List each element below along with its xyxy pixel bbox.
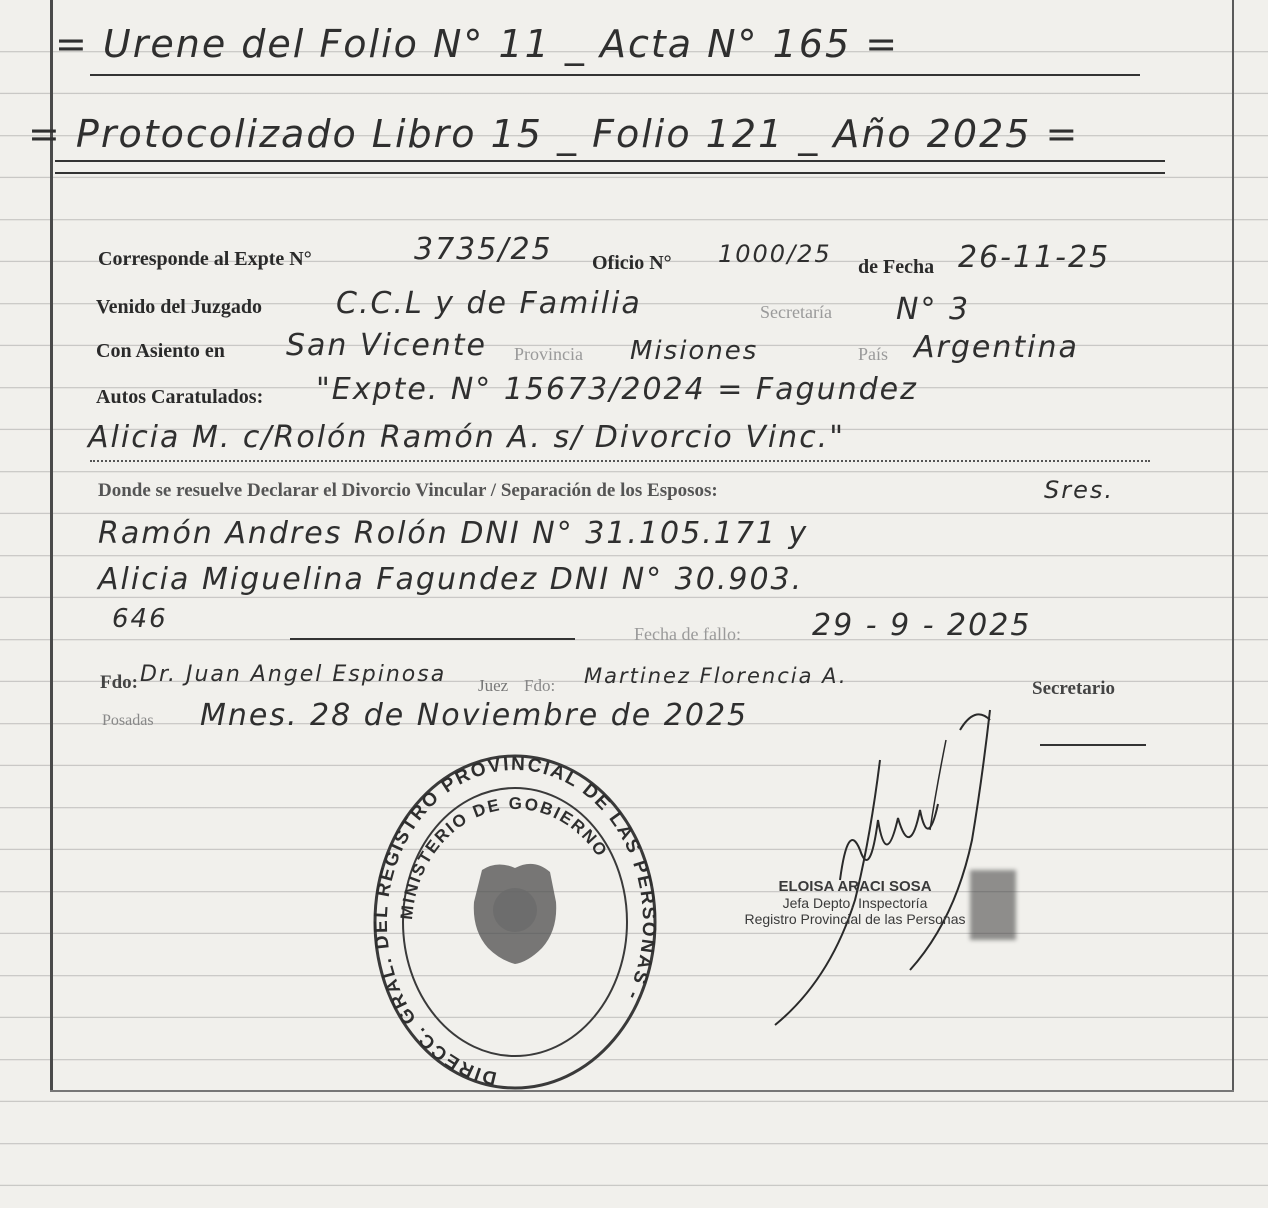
header-line-2: = Protocolizado Libro 15 _ Folio 121 _ Año 2025 = (28, 112, 1080, 156)
esposo-line: Ramón Andres Rolón DNI N° 31.105.171 y (98, 516, 809, 551)
signature-block (690, 878, 1020, 927)
autos-value-line-2: Alicia M. c/Rolón Ramón A. s/ Divorcio Vinc." (88, 420, 846, 455)
header-underline-1 (90, 74, 1140, 76)
coat-of-arms-icon (474, 864, 556, 964)
header-underline-3 (55, 172, 1165, 174)
donde-label: Donde se resuelve Declarar el Divorcio Vincular / Separación de los Esposos: (98, 480, 718, 501)
pais-value: Argentina (914, 330, 1079, 365)
secretaria-value: N° 3 (896, 292, 971, 327)
header-underline-2 (55, 160, 1165, 162)
dotted-line (90, 460, 1150, 462)
venido-value: C.C.L y de Familia (336, 286, 642, 321)
secretario-label: Secretario (1032, 678, 1115, 699)
fdo-label: Fdo: (100, 672, 138, 693)
fecha-value: 26-11-25 (958, 240, 1111, 275)
signer-name: ELOISA ARACI SOSA (778, 878, 932, 895)
esposa-line: Alicia Miguelina Fagundez DNI N° 30.903. (98, 562, 804, 597)
page-left-border (50, 0, 53, 1092)
fecha-label: de Fecha (858, 256, 935, 278)
stamp-outer-text: DIRECC. GRAL. DEL REGISTRO PROVINCIAL DE LAS PERSONAS - (372, 753, 658, 1089)
esposa-line-cont: 646 (112, 604, 168, 634)
oficio-value: 1000/25 (718, 240, 832, 268)
oficio-label: Oficio N° (592, 252, 672, 274)
page-right-border (1232, 0, 1234, 1092)
signer-title: Jefa Depto. Inspectoría (782, 895, 928, 911)
fdo-secretario-value: Martinez Florencia A. (584, 664, 848, 688)
autos-value-line-1: "Expte. N° 15673/2024 = Fagundez (316, 372, 918, 407)
pais-label: País (858, 344, 889, 364)
asiento-value: San Vicente (286, 328, 488, 363)
posadas-label: Posadas (102, 712, 154, 729)
blank-line (290, 638, 575, 640)
provincia-label: Provincia (514, 344, 583, 364)
donde-value: Sres. (1044, 476, 1114, 504)
venido-label: Venido del Juzgado (96, 296, 262, 318)
fallo-label: Fecha de fallo: (634, 624, 741, 644)
fdo2-label: Fdo: (524, 676, 556, 695)
official-stamp (372, 752, 658, 1092)
corresponde-label: Corresponde al Expte N° (98, 248, 312, 270)
signer-office: Registro Provincial de las Personas (744, 911, 966, 927)
fdo-juez-value: Dr. Juan Angel Espinosa (140, 662, 447, 687)
fallo-value: 29 - 9 - 2025 (812, 608, 1032, 643)
stamp-inner-text: MINISTERIO DE GOBIERNO (397, 793, 612, 921)
posadas-value: Mnes. 28 de Noviembre de 2025 (200, 698, 749, 733)
provincia-value: Misiones (630, 336, 759, 366)
end-line (1040, 744, 1146, 746)
autos-label: Autos Caratulados: (96, 386, 264, 408)
asiento-label: Con Asiento en (96, 340, 225, 362)
juez-label: Juez (478, 676, 509, 695)
secretaria-label: Secretaría (760, 302, 832, 322)
corresponde-value: 3735/25 (414, 232, 553, 267)
header-line-1: = Urene del Folio N° 11 _ Acta N° 165 = (55, 22, 900, 66)
